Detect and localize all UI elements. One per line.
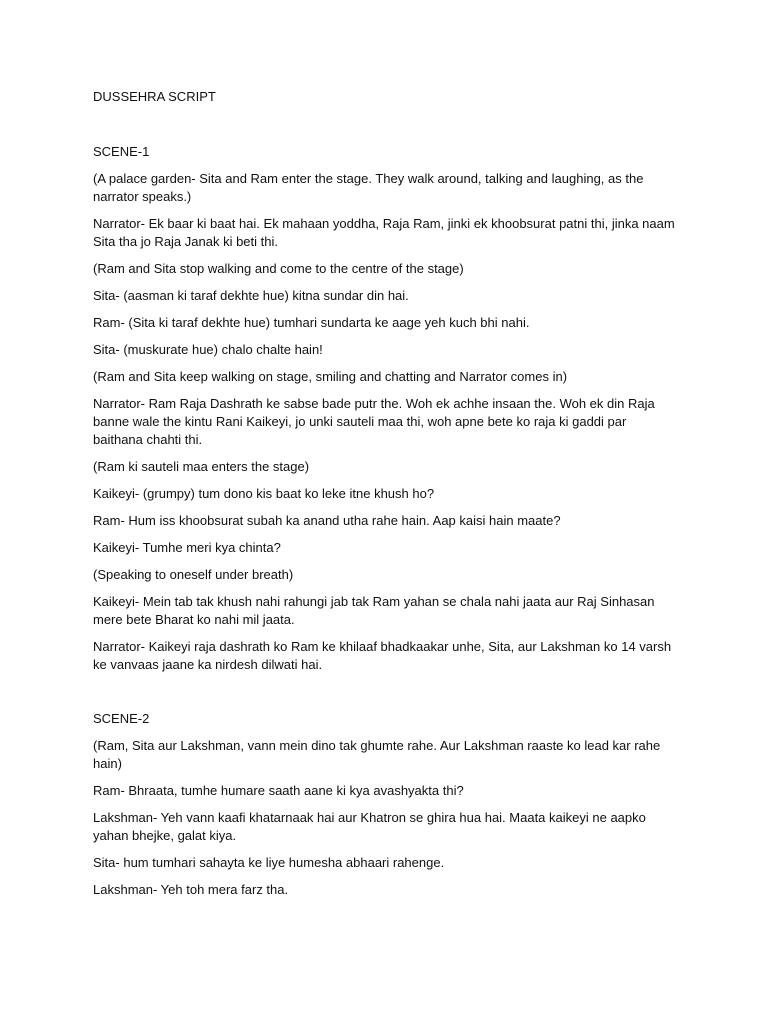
dialogue-line: Kaikeyi- (grumpy) tum dono kis baat ko leke itne khush ho?	[93, 486, 435, 501]
dialogue-line: Sita- (aasman ki taraf dekhte hue) kitna sundar din hai.	[93, 288, 409, 303]
dialogue-line: Ram- Hum iss khoobsurat subah ka anand utha rahe hain. Aap kaisi hain maate?	[93, 513, 561, 528]
stage-direction: (A palace garden- Sita and Ram enter the stage. They walk around, talking and laughing, as the narrator speaks.)	[93, 171, 644, 204]
dialogue-line: Kaikeyi- Tumhe meri kya chinta?	[93, 540, 281, 555]
dialogue-line: Sita- hum tumhari sahayta ke liye humesha abhaari rahenge.	[93, 855, 445, 870]
scene-1	[93, 143, 676, 674]
dialogue-line: Lakshman- Yeh vann kaafi khatarnaak hai aur Khatron se ghira hua hai. Maata kaikeyi ne aapko yahan bhejke, galat kiya.	[93, 810, 646, 843]
dialogue-line: Narrator- Ek baar ki baat hai. Ek mahaan yoddha, Raja Ram, jinki ek khoobsurat patni thi, jinka naam Sita tha jo Raja Janak ki beti thi.	[93, 216, 675, 249]
scene-heading: SCENE-2	[93, 711, 150, 726]
stage-direction: (Ram and Sita stop walking and come to the centre of the stage)	[93, 261, 464, 276]
dialogue-line: Narrator- Ram Raja Dashrath ke sabse bade putr the. Woh ek achhe insaan the. Woh ek din Raja banne wale the kintu Rani Kaikeyi, jo unki sauteli maa thi, woh apne bete ko raja ki gaddi par baithana chahti thi.	[93, 396, 655, 447]
spacer	[93, 683, 676, 710]
stage-direction: (Ram and Sita keep walking on stage, smiling and chatting and Narrator comes in)	[93, 369, 568, 384]
document-title: DUSSEHRA SCRIPT	[93, 89, 216, 104]
dialogue-line: Sita- (muskurate hue) chalo chalte hain!	[93, 342, 323, 357]
dialogue-line: Kaikeyi- Mein tab tak khush nahi rahungi jab tak Ram yahan se chala nahi jaata aur Raj Sinhasan mere bete Bharat ko nahi mil jaata.	[93, 594, 655, 627]
scene-2	[93, 710, 676, 899]
spacer	[93, 106, 676, 143]
scene-heading: SCENE-1	[93, 144, 150, 159]
stage-direction: (Ram ki sauteli maa enters the stage)	[93, 459, 310, 474]
dialogue-line: Lakshman- Yeh toh mera farz tha.	[93, 882, 289, 897]
dialogue-line: Ram- Bhraata, tumhe humare saath aane ki kya avashyakta thi?	[93, 783, 464, 798]
dialogue-line: Ram- (Sita ki taraf dekhte hue) tumhari sundarta ke aage yeh kuch bhi nahi.	[93, 315, 530, 330]
stage-direction: (Speaking to oneself under breath)	[93, 567, 294, 582]
stage-direction: (Ram, Sita aur Lakshman, vann mein dino tak ghumte rahe. Aur Lakshman raaste ko lead kar rahe hain)	[93, 738, 661, 771]
dialogue-line: Narrator- Kaikeyi raja dashrath ko Ram ke khilaaf bhadkaakar unhe, Sita, aur Lakshman ko 14 varsh ke vanvaas jaane ka nirdesh dilwati hai.	[93, 639, 672, 672]
